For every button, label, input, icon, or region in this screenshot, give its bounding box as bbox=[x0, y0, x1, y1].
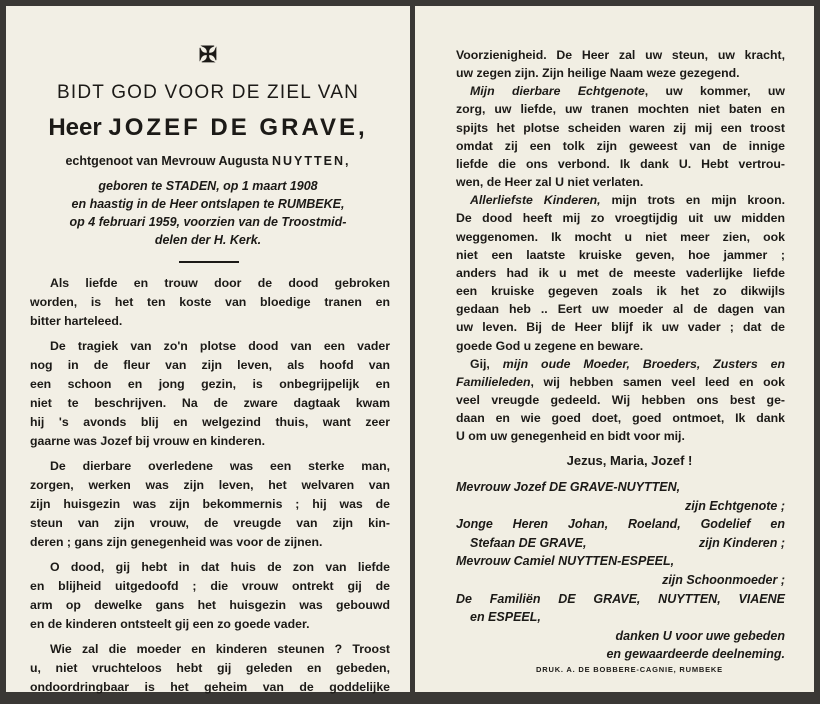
text-segment: gedaan heb .. Eert uw moeder al de dagen van bbox=[456, 302, 785, 317]
invocation: Jezus, Maria, Jozef ! bbox=[566, 453, 693, 468]
text-segment: U om uw genegenheid en bidt voor mij. bbox=[456, 429, 685, 444]
text-segment: steun van zijn vrouw, de vreugde van zijn kin- bbox=[30, 515, 390, 530]
thanks-line: danken U voor uwe gebeden bbox=[615, 628, 785, 643]
text-line bbox=[456, 46, 785, 64]
text-segment: , uw kommer, uw bbox=[644, 84, 785, 99]
text-line bbox=[30, 476, 390, 495]
text-line bbox=[30, 457, 390, 476]
right-body-text bbox=[456, 46, 785, 445]
paragraph bbox=[30, 640, 390, 697]
text-line bbox=[30, 375, 390, 394]
text-line bbox=[456, 282, 785, 300]
right-page bbox=[415, 6, 814, 692]
thanks-line: en gewaardeerde deelneming. bbox=[606, 647, 785, 662]
signatures bbox=[456, 478, 785, 664]
text-segment: zijn huisgezin was zijn bekommernis ; hij was de bbox=[30, 496, 390, 511]
text-line bbox=[30, 495, 390, 514]
deceased-name bbox=[6, 114, 410, 142]
text-line bbox=[30, 337, 390, 356]
text-line bbox=[456, 391, 785, 409]
signature-children-row bbox=[456, 534, 785, 553]
text-line bbox=[30, 577, 390, 596]
text-line bbox=[456, 155, 785, 173]
spouse-name: NUYTTEN, bbox=[272, 154, 351, 168]
name-prefix: Heer bbox=[48, 114, 102, 141]
paragraph bbox=[456, 82, 785, 191]
text-segment: zorg, uw liefde, uw tranen mochten niet baten en bbox=[456, 102, 785, 117]
life-details bbox=[6, 177, 410, 249]
text-segment: en de kinderen ontsteelt gij een zo goede vader. bbox=[30, 616, 310, 631]
signature-widow: Mevrouw Jozef DE GRAVE-NUYTTEN, bbox=[456, 480, 681, 494]
text-line bbox=[456, 427, 785, 445]
text-segment: De tragiek van zo'n plotse dood van een vader bbox=[50, 339, 390, 354]
text-segment: liefde die ons verbond. Ik dank U. Hebt vertrou- bbox=[456, 156, 785, 171]
paragraph bbox=[30, 558, 390, 634]
text-segment: O dood, gij hebt in dat huis de zon van liefde bbox=[50, 560, 390, 575]
text-line bbox=[30, 659, 390, 678]
left-body-text bbox=[30, 274, 390, 704]
spouse-prefix: echtgenoot van Mevrouw Augusta bbox=[65, 154, 269, 168]
text-line bbox=[456, 228, 785, 246]
text-line bbox=[30, 596, 390, 615]
paragraph bbox=[456, 191, 785, 354]
text-segment: arm op dewelke gans het huisgezin was gebouwd bbox=[30, 598, 390, 612]
text-line bbox=[456, 373, 785, 391]
text-segment: zorgen, werken was zijn leven, het welvaren van bbox=[30, 478, 390, 493]
paragraph bbox=[30, 274, 390, 331]
text-line bbox=[30, 312, 390, 331]
text-line bbox=[456, 209, 785, 227]
paragraph bbox=[30, 457, 390, 552]
text-segment: niet te beschrijven. Na de zware dagtaak kwam bbox=[30, 395, 390, 410]
text-line bbox=[30, 678, 390, 697]
text-segment: Wie zal die moeder en kinderen steunen ? Troost bbox=[50, 642, 390, 657]
left-page bbox=[6, 6, 410, 695]
text-segment: uw leven. Bij de Heer blijf ik uw vader ; dat de bbox=[456, 320, 785, 335]
signature-role: zijn Kinderen ; bbox=[698, 535, 785, 550]
text-segment: deren ; gans zijn genegenheid was voor de zijnen. bbox=[30, 534, 323, 549]
divider bbox=[179, 261, 239, 263]
signature-children-cont: Stefaan DE GRAVE, bbox=[470, 535, 587, 550]
text-segment: gaarne was Jozef bij vrouw en kinderen. bbox=[30, 433, 266, 448]
text-segment: Voorzienigheid. De Heer zal uw steun, uw kracht, bbox=[456, 48, 785, 62]
text-segment: daan en wie goed doet, goed ontmoet, Ik dank bbox=[456, 411, 785, 426]
italic-text: Mijn dierbare Echtgenote bbox=[470, 84, 645, 99]
text-segment: en blijheid uitgedoofd ; die vrouw ontrekt gij de bbox=[30, 579, 390, 594]
text-segment: niet een laatste kruiske geven, hoe jammer ; bbox=[456, 247, 785, 262]
signature-families-cont: en ESPEEL, bbox=[470, 610, 541, 625]
printer-credit: DRUK. A. DE BOBBERE-CAGNIE, RUMBEKE bbox=[536, 665, 723, 674]
text-segment: Als liefde en trouw door de dood gebroken bbox=[50, 276, 390, 290]
text-line bbox=[456, 318, 785, 336]
text-line bbox=[456, 173, 785, 191]
text-segment: veel vreugde gedeeld. Wij hebben ons best ge- bbox=[456, 392, 785, 407]
text-line bbox=[456, 246, 785, 264]
signature-families: De Familiën DE GRAVE, NUYTTEN, VIAENE bbox=[456, 591, 785, 606]
prayer-heading: BIDT GOD VOOR DE ZIEL VAN bbox=[56, 82, 360, 103]
text-line bbox=[456, 409, 785, 427]
cross-icon: ✠ bbox=[198, 42, 218, 67]
text-segment: hij 's avonds blij en welgezind thuis, want zeer bbox=[30, 414, 390, 429]
text-segment: De dood heeft mij zo vroegtijdig uit uw midden bbox=[456, 211, 785, 226]
text-line bbox=[456, 300, 785, 318]
text-segment: uw zegen zijn. Zijn heilige Naam weze gezegend. bbox=[456, 66, 740, 81]
text-line bbox=[456, 119, 785, 137]
text-line bbox=[30, 640, 390, 659]
paragraph bbox=[30, 337, 390, 450]
text-segment: worden, is het ten koste van bloedige tranen en bbox=[30, 294, 390, 309]
text-segment: bitter harteleed. bbox=[30, 313, 123, 328]
text-line bbox=[456, 82, 785, 100]
text-line bbox=[456, 100, 785, 118]
text-line bbox=[30, 293, 390, 312]
text-segment: omdat zij een tolk zijn geweest van de innige bbox=[456, 138, 785, 153]
text-segment: mijn trots en mijn kroon. bbox=[600, 193, 785, 208]
text-segment: een schoon en jong gezin, is onbegrijpelijk en bbox=[30, 377, 390, 392]
italic-text: mijn oude Moeder, Broeders, Zusters en bbox=[502, 356, 785, 371]
detail-line: en haastig in de Heer ontslapen te RUMBEKE, bbox=[71, 197, 345, 211]
text-line bbox=[30, 356, 390, 375]
text-segment: een kruiske gegeven zoals ik het zo dikwijls bbox=[456, 284, 785, 299]
detail-line: delen der H. Kerk. bbox=[154, 233, 262, 247]
detail-line: geboren te STADEN, op 1 maart 1908 bbox=[98, 179, 318, 193]
text-segment: spijts het plotse scheiden waren zij mij een troost bbox=[456, 120, 785, 135]
paragraph bbox=[456, 46, 785, 82]
text-segment: wen, de Heer zal U niet verlaten. bbox=[456, 175, 644, 190]
text-segment: , wij hebben samen veel leed en ook bbox=[530, 374, 785, 389]
text-line bbox=[30, 514, 390, 533]
signature-mother-in-law: Mevrouw Camiel NUYTTEN-ESPEEL, bbox=[456, 554, 675, 569]
spouse-line bbox=[6, 154, 410, 168]
text-line bbox=[30, 413, 390, 432]
text-line bbox=[456, 137, 785, 155]
signature-role: zijn Echtgenote ; bbox=[685, 498, 785, 513]
text-line bbox=[456, 191, 785, 209]
text-line bbox=[30, 533, 390, 552]
text-segment: nog in de fleur van zijn leven, als hoofd van bbox=[30, 358, 390, 373]
text-segment: goede God u zegene en beware. bbox=[456, 338, 644, 353]
text-line bbox=[30, 558, 390, 577]
text-segment: anders had ik u met de meeste vaderlijke liefde bbox=[456, 265, 785, 280]
signature-role: zijn Schoonmoeder ; bbox=[662, 572, 785, 587]
text-line bbox=[30, 432, 390, 451]
detail-line: op 4 februari 1959, voorzien van de Troostmid- bbox=[69, 215, 347, 229]
signature-children: Jonge Heren Johan, Roeland, Godelief en bbox=[456, 517, 785, 532]
name-main: JOZEF DE GRAVE, bbox=[108, 114, 368, 141]
text-line bbox=[456, 337, 785, 355]
italic-text: Allerliefste Kinderen, bbox=[470, 193, 601, 208]
text-segment: weggenomen. Ik mocht u niet meer zien, ook bbox=[456, 229, 785, 244]
italic-text: Familieleden bbox=[456, 374, 531, 389]
text-line bbox=[30, 274, 390, 293]
text-line bbox=[30, 394, 390, 413]
text-line bbox=[456, 264, 785, 282]
text-line bbox=[456, 64, 785, 82]
text-segment: u, niet vruchteloos hebt gij geleden en gebeden, bbox=[30, 661, 390, 676]
text-segment: De dierbare overledene was een sterke man, bbox=[50, 459, 390, 474]
text-segment: Gij, bbox=[470, 356, 503, 371]
text-line bbox=[456, 355, 785, 373]
text-segment: ondoordringbaar is het geheim van de goddelijke bbox=[30, 680, 390, 695]
text-line bbox=[30, 615, 390, 634]
paragraph bbox=[456, 355, 785, 446]
